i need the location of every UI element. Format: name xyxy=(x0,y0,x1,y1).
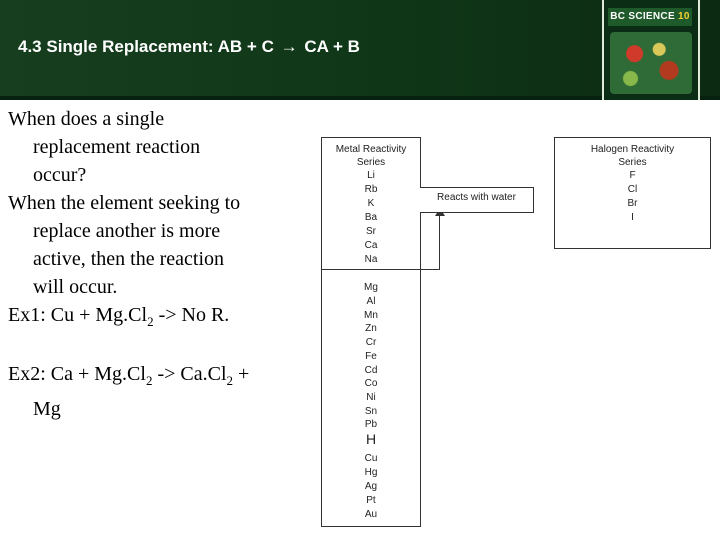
metal-element-hg: Hg xyxy=(364,467,378,478)
metal-chart-divider xyxy=(321,269,420,270)
textbook-cover-art xyxy=(610,32,692,94)
textbook-brand-name: BC SCIENCE xyxy=(610,11,675,22)
metal-element-mn: Mn xyxy=(364,310,378,321)
water-connector-horizontal xyxy=(420,269,440,270)
metal-element-ni: Ni xyxy=(366,392,376,403)
example-2-subscript-2: 2 xyxy=(226,373,234,388)
answer-line-4: will occur. xyxy=(33,276,118,298)
metal-element-sn: Sn xyxy=(364,406,378,417)
example-1-result: -> No R. xyxy=(153,304,230,326)
halogen-chart-title xyxy=(555,143,710,169)
example-2-product: -> Ca.Cl xyxy=(152,363,227,385)
halogen-chart-title-line-1: Halogen Reactivity xyxy=(590,144,675,155)
metal-element-pb: Pb xyxy=(364,419,378,430)
metal-element-cu: Cu xyxy=(364,453,378,464)
metal-element-fe: Fe xyxy=(365,351,377,362)
textbook-brand-number: 10 xyxy=(678,11,690,22)
answer-line-3: active, then the reaction xyxy=(33,248,225,270)
textbook-cover-image xyxy=(602,0,700,100)
example-2 xyxy=(8,360,280,423)
metal-chart-title-line-2: Series xyxy=(356,157,386,168)
metal-element-zn: Zn xyxy=(365,323,377,334)
metal-chart-title-line-1: Metal Reactivity xyxy=(335,144,407,155)
answer-text xyxy=(8,189,280,301)
slide-header xyxy=(0,0,720,100)
metal-element-mg: Mg xyxy=(364,282,378,293)
metal-element-k: K xyxy=(367,198,375,209)
example-1 xyxy=(8,301,280,336)
metal-element-ca: Ca xyxy=(364,240,378,251)
metal-element-sr: Sr xyxy=(366,226,376,237)
metal-element-h: H xyxy=(365,431,377,447)
metal-element-rb: Rb xyxy=(364,184,378,195)
slide-title-suffix: CA + B xyxy=(304,37,360,56)
question-line-3: occur? xyxy=(33,164,87,186)
example-1-lhs: Ex1: Cu + Mg.Cl xyxy=(8,304,148,326)
metal-element-co: Co xyxy=(364,378,378,389)
metal-element-cr: Cr xyxy=(365,337,377,348)
metal-element-ba: Ba xyxy=(364,212,378,223)
metal-element-li: Li xyxy=(367,170,375,181)
slide-title xyxy=(18,37,360,57)
question-line-1: When does a single xyxy=(8,108,165,130)
question-text xyxy=(8,105,280,189)
question-line-2: replacement reaction xyxy=(33,136,201,158)
halogen-element-br: Br xyxy=(627,198,638,209)
halogen-element-f: F xyxy=(629,170,636,181)
reacts-with-water-label: Reacts with water xyxy=(437,192,516,203)
answer-line-2: replace another is more xyxy=(33,220,221,242)
metal-element-ag: Ag xyxy=(364,481,378,492)
textbook-brand xyxy=(608,8,692,26)
arrow-right-icon: → xyxy=(280,37,298,56)
answer-line-1: When the element seeking to xyxy=(8,192,241,214)
example-2-lhs: Ex2: Ca + Mg.Cl xyxy=(8,363,146,385)
metal-element-pt: Pt xyxy=(366,495,376,506)
slide-title-text: 4.3 Single Replacement: AB + C xyxy=(18,37,274,56)
example-1-subscript: 2 xyxy=(147,314,154,329)
metal-element-cd: Cd xyxy=(364,365,378,376)
example-2-line-2: Mg xyxy=(33,398,61,420)
example-2-plus: + xyxy=(233,363,250,385)
example-2-subscript-1: 2 xyxy=(145,373,153,388)
metal-chart-title xyxy=(322,143,420,169)
metal-element-na: Na xyxy=(364,254,378,265)
metal-element-al: Al xyxy=(366,296,376,307)
metal-element-au: Au xyxy=(364,509,378,520)
halogen-element-cl: Cl xyxy=(627,184,638,195)
halogen-chart-title-line-2: Series xyxy=(618,157,647,168)
water-connector-vertical xyxy=(439,212,440,270)
halogen-element-i: I xyxy=(631,212,634,223)
slide-body-text xyxy=(8,105,280,445)
